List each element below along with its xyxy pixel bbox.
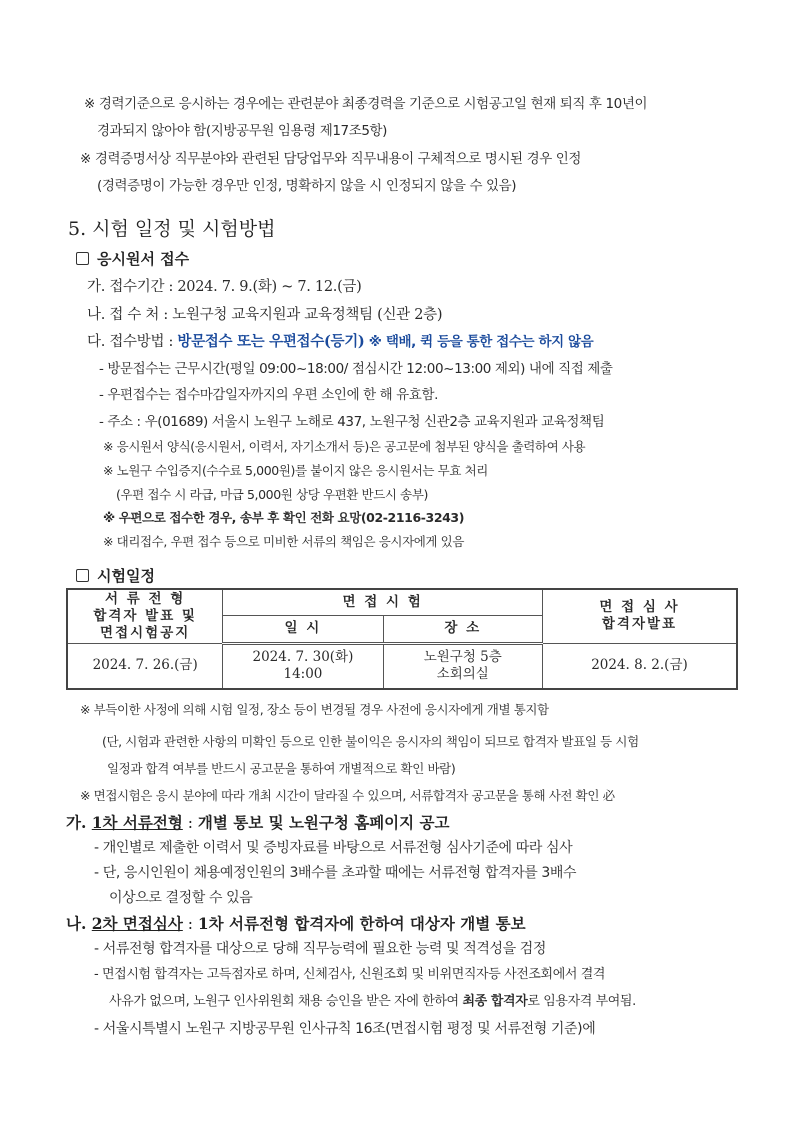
- career-note-1-cont: 경과되지 않아야 함(지방공무원 임용령 제17조5항): [97, 123, 388, 139]
- cell-final-result-date: 2024. 8. 2.(금): [542, 643, 737, 689]
- reference-mark: ※: [84, 96, 95, 112]
- note-form: ※ 응시원서 양식(응시원서, 이력서, 자기소개서 등)은 공고문에 첨부된 양식을 출력하여 사용: [103, 439, 586, 454]
- note-stamp: ※ 노원구 수입증지(수수료 5,000원)를 붙이지 않은 응시원서는 무효 처리: [103, 463, 488, 478]
- header-interview: 면 접 시 험: [223, 589, 543, 615]
- reference-mark: ※: [80, 151, 91, 167]
- note-schedule-change: ※ 부득이한 사정에 의해 시험 일정, 장소 등이 변경될 경우 사전에 응시자에게 개별 통지함: [80, 702, 549, 717]
- header-final-result: 면 접 심 사 합격자발표: [542, 589, 737, 643]
- header-interview-place: 장 소: [383, 615, 542, 643]
- stage1-heading: 가. 1차 서류전형 : 개별 통보 및 노원구청 홈페이지 공고: [66, 813, 450, 832]
- cell-interview-place: 노원구청 5층 소회의실: [383, 643, 542, 689]
- stage1-name: 1차 서류전형: [91, 813, 183, 832]
- header-document-result: 서 류 전 형 합격자 발표 및 면접시험공지: [67, 589, 223, 643]
- note-disadvantage: (단, 시험과 관련한 사항의 미확인 등으로 인한 불이익은 응시자의 책임이 되므로 합격자 발표일 등 시험: [102, 734, 639, 749]
- header-interview-datetime: 일 시: [223, 615, 383, 643]
- cell-document-result-date: 2024. 7. 26.(금): [67, 643, 223, 689]
- application-method: 다. 접수방법 : 방문접수 또는 우편접수(등기) ※ 택배, 퀵 등을 통한 접수는 하지 않음: [87, 333, 594, 350]
- stage2-bullet-2-cont: 사유가 없으며, 노원구 인사위원회 채용 승인을 받은 자에 한하여 최종 합격자로 임용자격 부여됨.: [109, 994, 636, 1009]
- note-proxy: ※ 대리접수, 우편 접수 등으로 미비한 서류의 책임은 응시자에게 있음: [103, 534, 465, 549]
- checkbox-square-icon: [76, 569, 89, 582]
- note-disadvantage-cont: 일정과 합격 여부를 반드시 공고문을 통하여 개별적으로 확인 바람): [107, 761, 456, 776]
- stage2-bullet-3: - 서울시특별시 노원구 지방공무원 인사규칙 16조(면접시험 평정 및 서류전형 기준)에: [94, 1021, 596, 1037]
- stage1-bullet-2-cont: 이상으로 결정할 수 있음: [109, 890, 253, 906]
- stage2-heading: 나. 2차 면접심사 : 1차 서류전형 합격자에 한하여 대상자 개별 통보: [66, 914, 526, 933]
- stage1-bullet-2: - 단, 응시인원이 채용예정인원의 3배수를 초과할 때에는 서류전형 합격자를 3배수: [94, 865, 577, 881]
- method-note: ※ 택배, 퀵 등을 통한 접수는 하지 않음: [368, 334, 594, 350]
- application-period: 가. 접수기간 : 2024. 7. 9.(화) ~ 7. 12.(금): [87, 279, 362, 295]
- bullet-visit: - 방문접수는 근무시간(평일 09:00~18:00/ 점심시간 12:00~13:00 제외) 내에 직접 제출: [99, 361, 613, 377]
- stage2-name: 2차 면접심사: [91, 914, 183, 933]
- bullet-mail: - 우편접수는 접수마감일자까지의 우편 소인에 한 해 유효함.: [99, 387, 438, 403]
- note-money-order: (우편 접수 시 라급, 마급 5,000원 상당 우편환 반드시 송부): [116, 487, 428, 502]
- stage2-bullet-2: - 면접시험 합격자는 고득점자로 하며, 신체검사, 신원조회 및 비위면직자등 사전조회에서 결격: [94, 967, 606, 982]
- career-note-2: ※ 경력증명서상 직무분야와 관련된 담당업무와 직무내용이 구체적으로 명시된 경우 인정: [80, 151, 582, 167]
- note-phone: ※ 우편으로 접수한 경우, 송부 후 확인 전화 요망(02-2116-3243): [103, 510, 465, 525]
- career-note-1: ※ 경력기준으로 응시하는 경우에는 관련분야 최종경력을 기준으로 시험공고일 현재 퇴직 후 10년이: [84, 96, 648, 112]
- table-row: [67, 643, 737, 689]
- final-pass-emphasis: 최종 합격자: [462, 994, 528, 1009]
- cell-interview-datetime: 2024. 7. 30(화) 14:00: [223, 643, 383, 689]
- note-interview-time: ※ 면접시험은 응시 분야에 따라 개최 시간이 달라질 수 있으며, 서류합격자 공고문을 통해 사전 확인 必: [80, 788, 615, 803]
- application-heading: 응시원서 접수: [76, 248, 189, 270]
- method-value: 방문접수 또는 우편접수(등기): [177, 333, 365, 350]
- checkbox-square-icon: [76, 252, 89, 265]
- section-title: 5. 시험 일정 및 시험방법: [68, 218, 276, 240]
- application-location: 나. 접 수 처 : 노원구청 교육지원과 교육정책팀 (신관 2층): [87, 307, 443, 323]
- schedule-heading: 시험일정: [76, 565, 155, 587]
- bullet-address: - 주소 : 우(01689) 서울시 노원구 노해로 437, 노원구청 신관2층 교육지원과 교육정책팀: [99, 414, 605, 430]
- career-note-2-cont: (경력증명이 가능한 경우만 인정, 명확하지 않을 시 인정되지 않을 수 있음): [97, 178, 517, 194]
- stage1-bullet-1: - 개인별로 제출한 이력서 및 증빙자료를 바탕으로 서류전형 심사기준에 따라 심사: [94, 840, 573, 856]
- stage2-bullet-1: - 서류전형 합격자를 대상으로 당해 직무능력에 필요한 능력 및 적격성을 검정: [94, 941, 546, 957]
- schedule-table: [66, 588, 738, 690]
